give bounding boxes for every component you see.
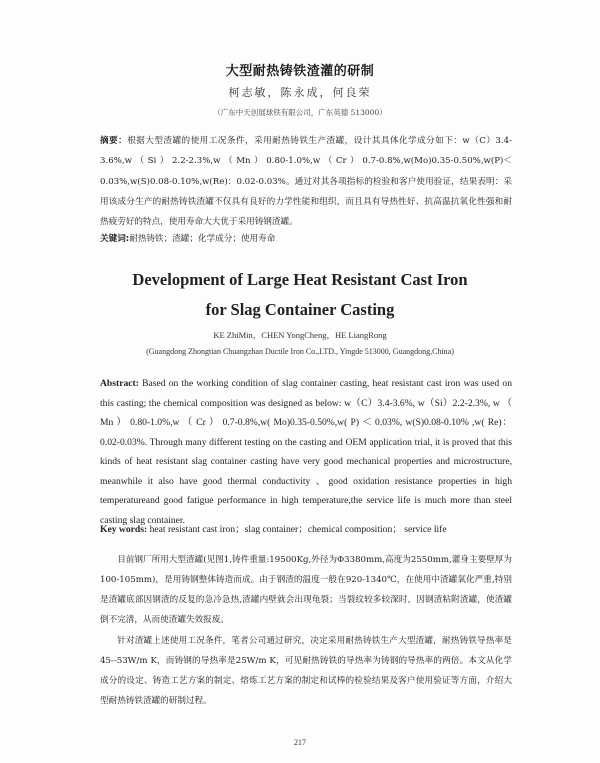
english-affiliation: (Guangdong Zhongtian Chuangzhan Ductile Iron Co.,LTD., Yingde 513000, Guangdong,China)	[146, 347, 454, 356]
page-number: 217	[294, 738, 306, 747]
body-paragraph-2: 针对渣罐上述使用工况条件，笔者公司通过研究，决定采用耐热铸铁生产大型渣罐，耐热铸铁导热率是45--53W/m K，而铸钢的导热率是25W/m K，可见耐热铸铁的导热率为铸钢的导热率的两倍。本文从化学成分的设定、铸造工艺方案的制定、熔炼工艺方案的制定和试棒的检验结果及客户使用验证等方面，介绍大型耐热铸铁渣罐的研制过程。	[100, 636, 512, 706]
english-keywords-text: heat resistant cast iron；slag container；chemical composition； service life	[147, 524, 447, 535]
chinese-affiliation: （广东中天创展球铁有限公司，广东英德 513000）	[213, 108, 387, 117]
chinese-abstract	[100, 131, 512, 232]
english-abstract	[100, 374, 512, 530]
english-keywords	[100, 523, 512, 537]
chinese-keywords	[100, 232, 512, 246]
chinese-keywords-text: 耐热铸铁；渣罐；化学成分；使用寿命	[129, 234, 276, 244]
body-paragraph-1: 目前钢厂所用大型渣罐(见图1,铸件重量:19500Kg,外径为Φ3380mm,高度为2550mm,灌身主要壁厚为100-105mm)，是用铸钢整体铸造而成。由于钢渣的温度一般在920-1340℃，在使用中渣罐氧化严重,特别是渣罐底部因钢渣的反复的急冷急热,渣罐内壁就会出现龟裂；当裂纹较多较深时，因钢渣粘附渣罐，使渣罐倒不完清，从而使渣罐失效报废。	[100, 555, 512, 625]
english-abstract-label: Abstract:	[100, 378, 139, 389]
english-abstract-text: Based on the working condition of slag container casting, heat resistant cast iron was used on this casting; the chemical composition was designed as below: w（C）3.4-3.6%, w（Si）2.2-2.3%, w （ Mn ） 0.80-1.0%,w （ Cr ） 0.7-0.8%,w( Mo)0.35-0.50%,w( P) ＜ 0.03%, w(S)0.08-0.10% ,w( Re)：0.02-0.03%. Through many different testing on the casting and OEM application trial, it is proved that this kinds of heat resistant slag container casting have very good mechanical properties and microstructure, meanwhile it also have good thermal conductivity 、good oxidation resistance properties in high temperatureand good fatigue performance in high temperature,the service life is much more than steel casting slag container.	[100, 378, 512, 526]
english-authors: KE ZhiMin，CHEN YongCheng，HE LiangRong	[213, 330, 387, 340]
english-title-line-2: for Slag Container Casting	[205, 300, 395, 319]
chinese-title: 大型耐热铸铁渣灌的研制	[225, 64, 375, 79]
chinese-authors: 柯志敏，陈永成，何良荣	[228, 86, 372, 99]
english-title-line-1: Development of Large Heat Resistant Cast Iron	[132, 270, 468, 289]
chinese-abstract-label: 摘要：	[100, 136, 128, 146]
chinese-abstract-text: 根据大型渣罐的使用工况条件，采用耐热铸铁生产渣罐，设计其具体化学成分如下：w（C）3.4-3.6%,w（Si）2.2-2.3%,w（Mn）0.80-1.0%,w（Cr）0.7-0.8%,w(Mo)0.35-0.50%,w(P)＜0.03%,w(S)0.08-0.10%,w(Re)：0.02-0.03%。通过对其各项指标的检验和客户使用验证，结果表明：采用该成分生产的耐热铸铁渣罐不仅具有良好的力学性能和组织，而且具有导热性好、抗高温抗氧化性强和耐热疲劳好的特点，使用寿命大大优于采用铸钢渣罐。	[100, 136, 512, 228]
english-keywords-label: Key words:	[100, 524, 148, 535]
chinese-keywords-label: 关键词:	[100, 234, 130, 244]
